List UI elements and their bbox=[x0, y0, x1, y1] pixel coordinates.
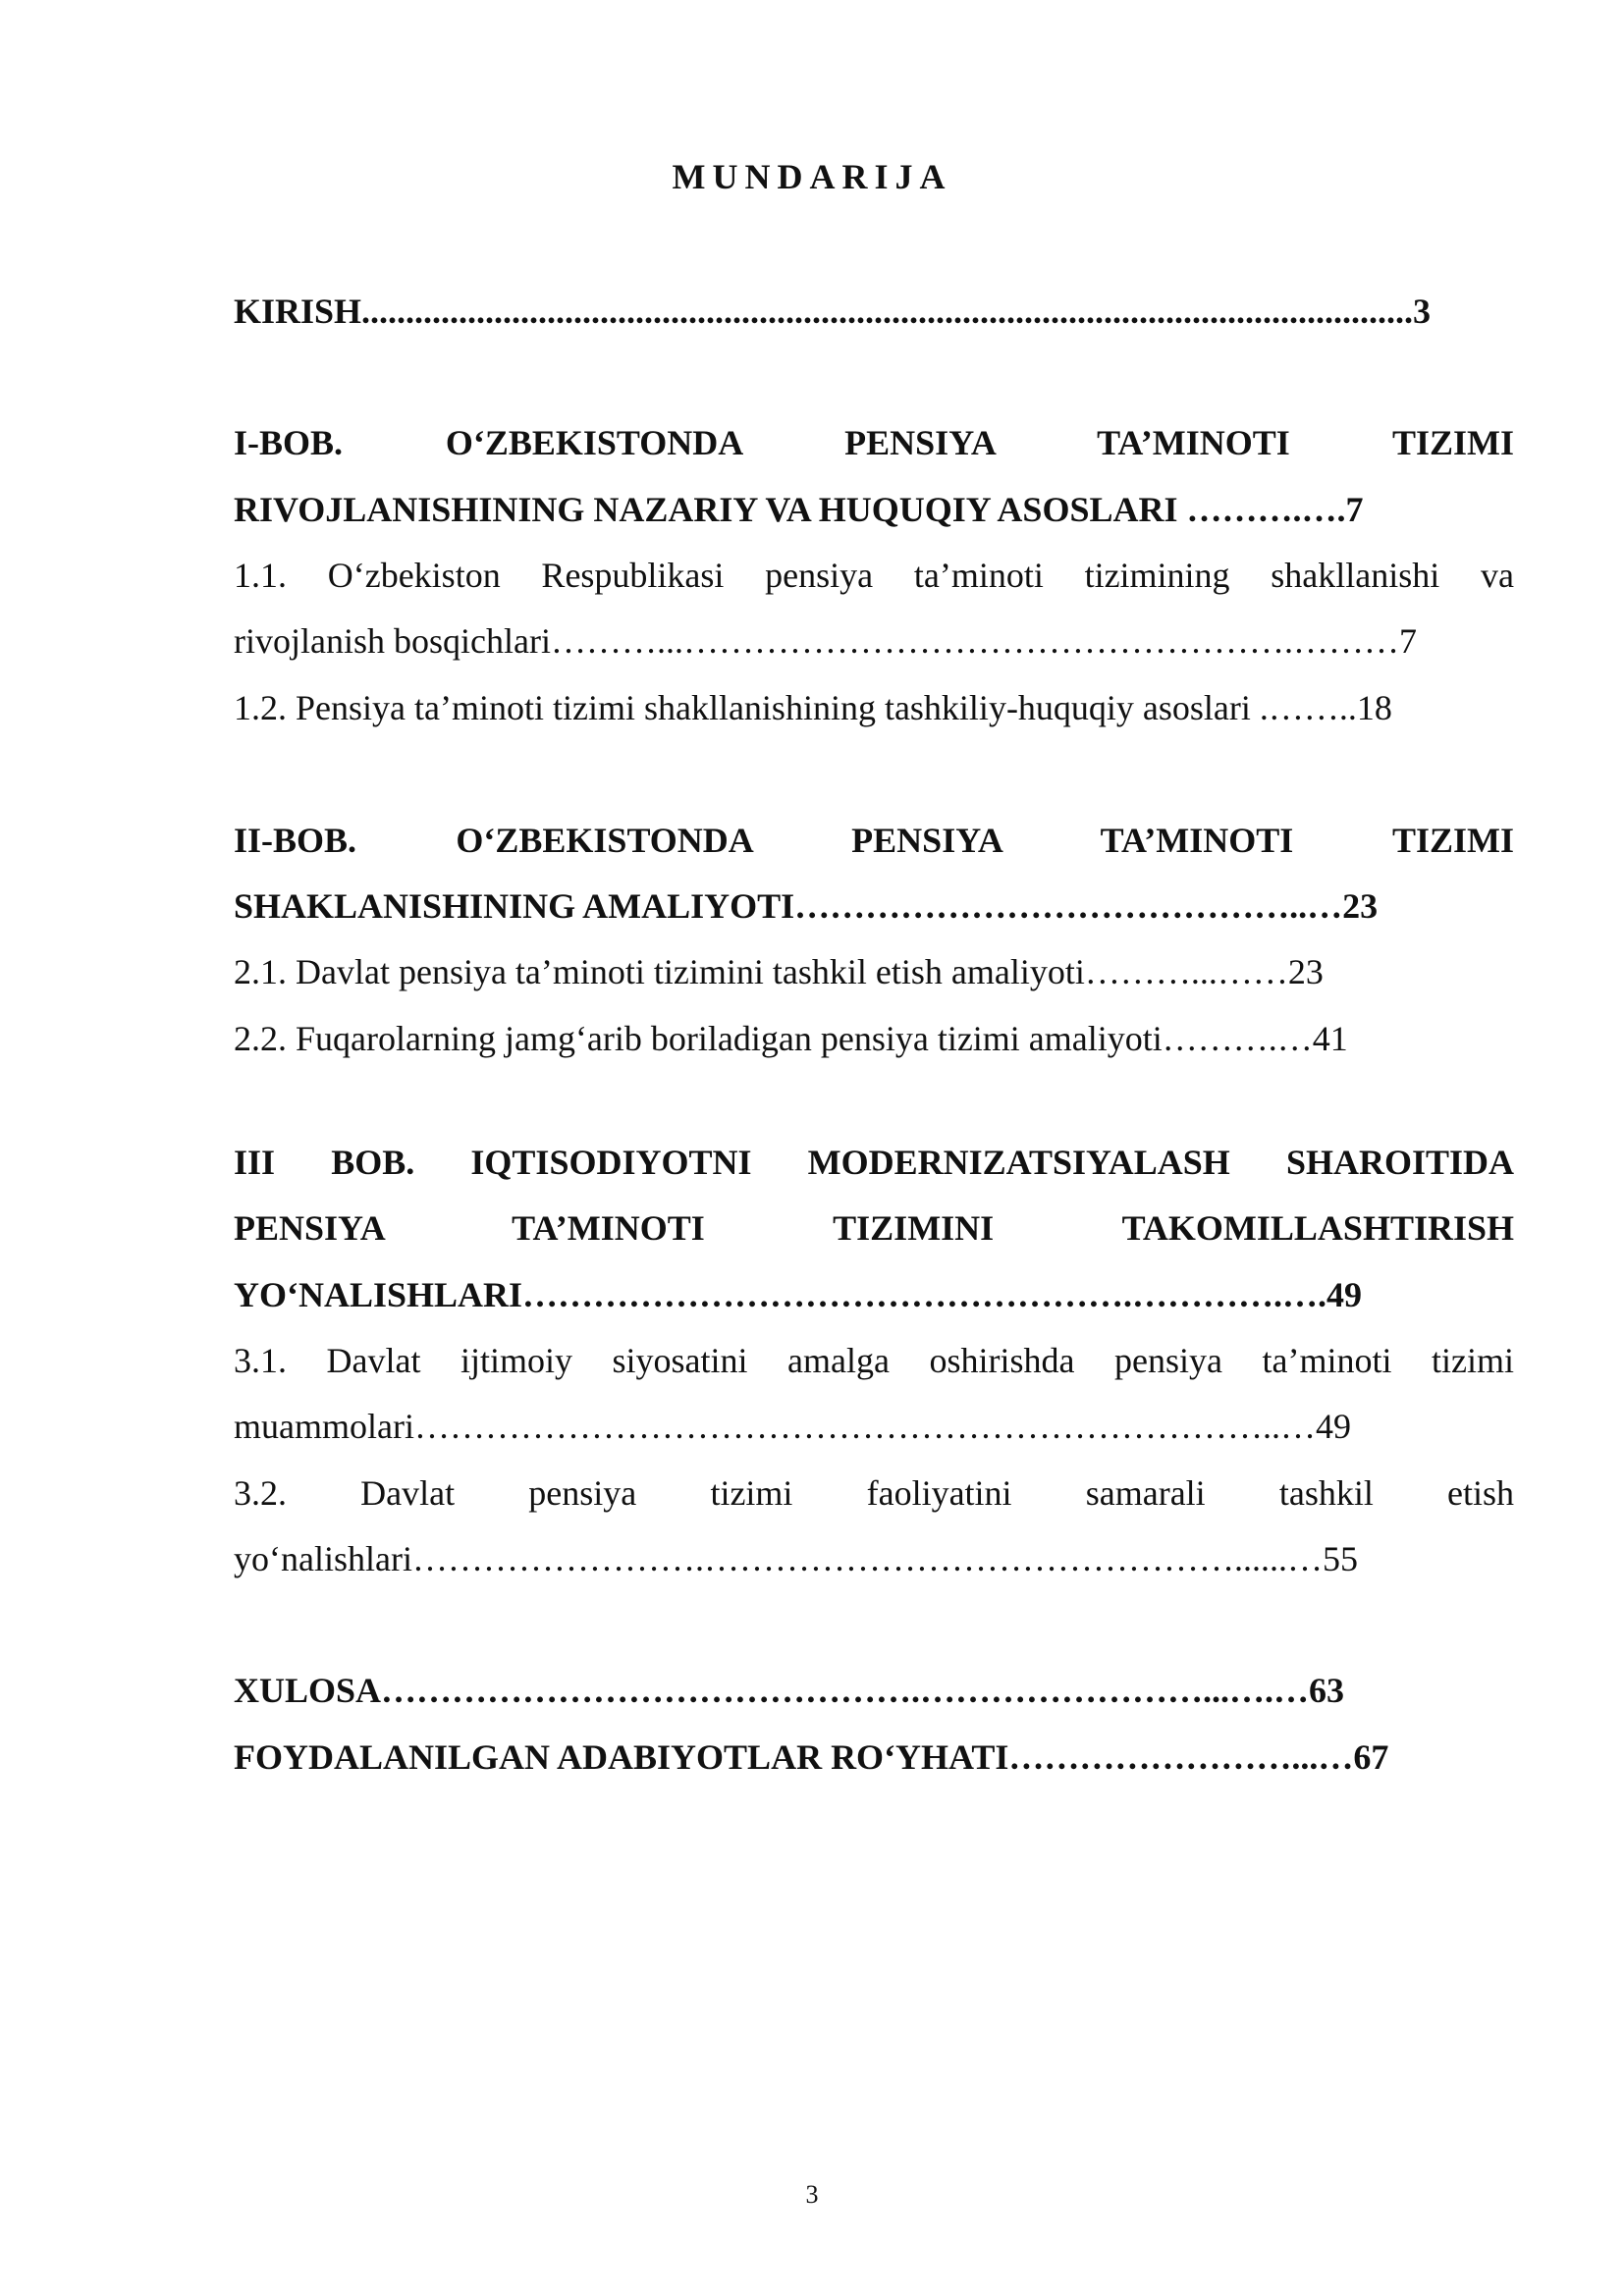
toc-chapter-1-heading-line-1: I-BOB. O‘ZBEKISTONDA PENSIYA TA’MINOTI TIZIMI bbox=[234, 423, 1514, 462]
toc-entry-conclusion: XULOSA……………………………………….……………………...….…63 bbox=[234, 1671, 1345, 1710]
page-number: 3 bbox=[805, 2180, 819, 2209]
toc-chapter-2-heading-line-2: SHAKLANISHINING AMALIYOTI……………………………………..…23 bbox=[234, 886, 1379, 926]
toc-section-3-2-line-2: yo‘nalishlari…………………….………………………………………......…55 bbox=[234, 1539, 1358, 1578]
toc-chapter-2-heading-line-1: II-BOB. O‘ZBEKISTONDA PENSIYA TA’MINOTI TIZIMI bbox=[234, 821, 1514, 860]
toc-section-1-1-line-1: 1.1. O‘zbekiston Respublikasi pensiya ta’minoti tizimining shakllanishi va bbox=[234, 556, 1514, 595]
toc-chapter-3-heading-line-1: III BOB. IQTISODIYOTNI MODERNIZATSIYALASH SHAROITIDA bbox=[234, 1143, 1514, 1182]
toc-section-1-2: 1.2. Pensiya ta’minoti tizimi shakllanishining tashkiliy-huquqiy asoslari .……..18 bbox=[234, 688, 1392, 727]
toc-chapter-3-heading-line-3: YO‘NALISHLARI…………………………………………….………….….49 bbox=[234, 1275, 1363, 1314]
toc-section-2-1: 2.1. Davlat pensiya ta’minoti tizimini tashkil etish amaliyoti………...……23 bbox=[234, 952, 1324, 991]
toc-entry-intro: KIRISH.......................................................................................................................3 bbox=[234, 292, 1432, 331]
page-title: MUNDARIJA bbox=[672, 157, 952, 196]
toc-section-3-1-line-1: 3.1. Davlat ijtimoiy siyosatini amalga oshirishda pensiya ta’minoti tizimi bbox=[234, 1341, 1514, 1380]
toc-section-2-2: 2.2. Fuqarolarning jamg‘arib boriladigan pensiya tizimi amaliyoti……….…41 bbox=[234, 1019, 1348, 1058]
toc-chapter-3-heading-line-2: PENSIYA TA’MINOTI TIZIMINI TAKOMILLASHTIRISH bbox=[234, 1208, 1514, 1248]
toc-entry-bibliography: FOYDALANILGAN ADABIYOTLAR RO‘YHATI……………………...…67 bbox=[234, 1737, 1389, 1777]
toc-section-1-1-line-2: rivojlanish bosqichlari………...…………………………………………….………7 bbox=[234, 621, 1417, 661]
toc-section-3-2-line-1: 3.2. Davlat pensiya tizimi faoliyatini samarali tashkil etish bbox=[234, 1473, 1514, 1513]
toc-chapter-1-heading-line-2: RIVOJLANISHINING NAZARIY VA HUQUQIY ASOSLARI ……….….7 bbox=[234, 490, 1364, 529]
toc-section-3-1-line-2: muammolari………………………………………………………………..…49 bbox=[234, 1407, 1351, 1446]
